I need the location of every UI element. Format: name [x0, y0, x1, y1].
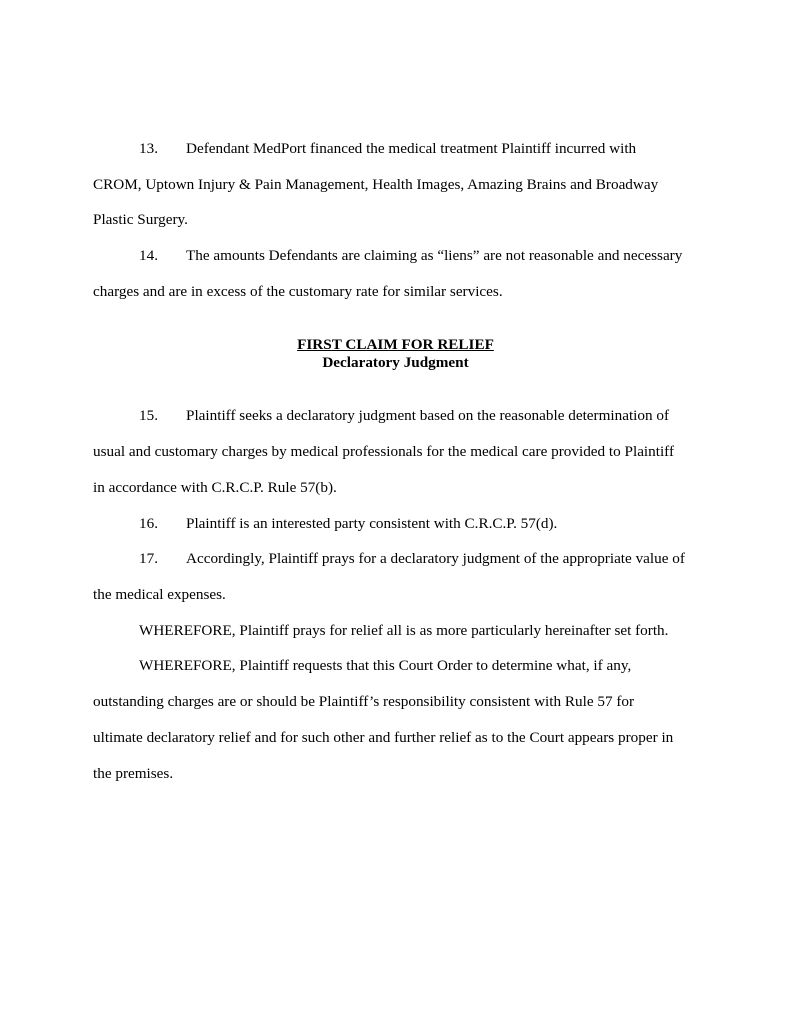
paragraph-line: in accordance with C.R.C.P. Rule 57(b). — [93, 479, 337, 496]
claim-title: FIRST CLAIM FOR RELIEF — [297, 336, 494, 353]
claim-subtitle: Declaratory Judgment — [322, 354, 469, 371]
paragraph-line: Defendant MedPort financed the medical treatment Plaintiff incurred with — [186, 140, 637, 157]
wherefore-line: the premises. — [93, 765, 174, 782]
wherefore-line: WHEREFORE, Plaintiff prays for relief all is as more particularly hereinafter set forth. — [139, 622, 669, 639]
paragraph-line: usual and customary charges by medical professionals for the medical care provided to Plaintiff — [93, 443, 675, 460]
section-subheading — [0, 354, 791, 372]
paragraph-number: 15. — [139, 407, 158, 424]
wherefore-line: ultimate declaratory relief and for such other and further relief as to the Court appears proper in — [93, 729, 674, 746]
paragraph-number: 13. — [139, 140, 158, 157]
section-heading — [0, 336, 791, 354]
paragraph-line: CROM, Uptown Injury & Pain Management, Health Images, Amazing Brains and Broadway — [93, 176, 659, 193]
paragraph-line: the medical expenses. — [93, 586, 226, 603]
paragraph-line: Plastic Surgery. — [93, 211, 188, 228]
paragraph-line: Plaintiff is an interested party consistent with C.R.C.P. 57(d). — [186, 515, 558, 532]
wherefore-line: WHEREFORE, Plaintiff requests that this Court Order to determine what, if any, — [139, 657, 632, 674]
paragraph-number: 16. — [139, 515, 158, 532]
wherefore-line: outstanding charges are or should be Plaintiff’s responsibility consistent with Rule 57 for — [93, 693, 635, 710]
paragraph-line: The amounts Defendants are claiming as “liens” are not reasonable and necessary — [186, 247, 683, 264]
paragraph-line: Accordingly, Plaintiff prays for a declaratory judgment of the appropriate value of — [186, 550, 685, 567]
paragraph-number: 14. — [139, 247, 158, 264]
paragraph-line: charges and are in excess of the customary rate for similar services. — [93, 283, 503, 300]
paragraph-line: Plaintiff seeks a declaratory judgment based on the reasonable determination of — [186, 407, 670, 424]
paragraph-number: 17. — [139, 550, 158, 567]
